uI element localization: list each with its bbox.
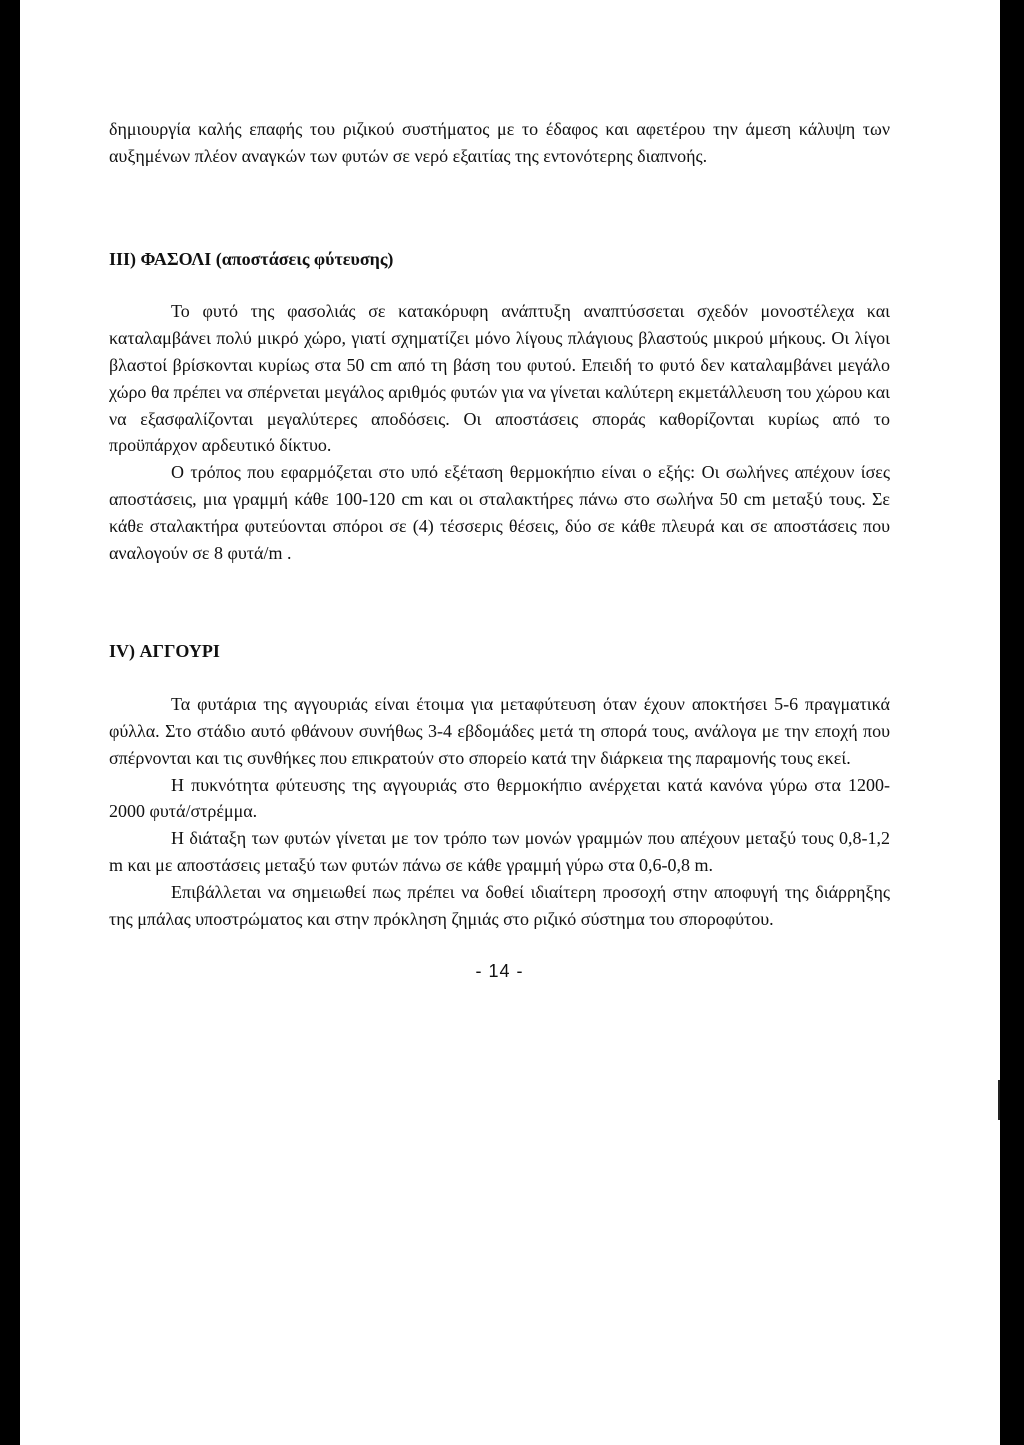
paragraph-bean-method: Ο τρόπος που εφαρμόζεται στο υπό εξέταση θερμοκήπιο είναι ο εξής: Οι σωλήνες απέχουν ίσες αποστάσεις, μια γραμμή κάθε 100-120 cm και οι σταλακτήρες πάνω στο σωλήνα 50 cm μεταξύ τους. Σε κάθε σταλακτήρα φυτεύονται σπόροι σε (4) τέσσερις θέσεις, δύο σε κάθε πλευρά και σε αποστάσεις που αναλογούν σε 8 φυτά/m . xyxy=(109,462,890,563)
section-heading-bean: III) ΦΑΣΟΛΙ (αποστάσεις φύτευσης) xyxy=(109,248,394,269)
paragraph-cucumber-layout: Η διάταξη των φυτών γίνεται με τον τρόπο των μονών γραμμών που απέχουν μεταξύ τους 0,8-1,2 m και με αποστάσεις μεταξύ των φυτών πάνω σε κάθε γραμμή γύρω στα 0,6-0,8 m. xyxy=(109,828,890,875)
paragraph-bean-growth: Το φυτό της φασολιάς σε κατακόρυφη ανάπτυξη αναπτύσσεται σχεδόν μονοστέλεχα και καταλαμβάνει πολύ μικρό χώρο, γιατί σχηματίζει μόνο λίγους πλάγιους βλαστούς μικρού μήκους. Οι λίγοι βλαστοί βρίσκονται κυρίως στα 50 cm από τη βάση του φυτού. Επειδή το φυτό δεν καταλαμβάνει μεγάλο χώρο θα πρέπει να σπέρνεται μεγάλος αριθμός φυτών για να γίνεται καλύτερη εκμετάλλευση του χώρου και να εξασφαλίζονται μεγαλύτερες αποδόσεις. Οι αποστάσεις σποράς καθορίζονται κυρίως από το προϋπάρχον αρδευτικό δίκτυο. xyxy=(109,301,890,456)
margin-rule xyxy=(998,1080,1000,1120)
paragraph-cucumber-caution: Επιβάλλεται να σημειωθεί πως πρέπει να δοθεί ιδιαίτερη προσοχή στην αποφυγή της διάρρηξης της μπάλας υποστρώματος και στην πρόκληση ζημιάς στο ριζικό σύστημα του σποροφύτου. xyxy=(109,881,890,929)
document-page xyxy=(20,0,1000,1445)
paragraph-cucumber-seedlings: Τα φυτάρια της αγγουριάς είναι έτοιμα για μεταφύτευση όταν έχουν αποκτήσει 5-6 πραγματικά φύλλα. Στο στάδιο αυτό φθάνουν συνήθως 3-4 εβδομάδες μετά τη σπορά τους, ανάλογα με την εποχή που σπέρνονται και τις συνθήκες που επικρατούν στο σπορείο κατά την διάρκεια της παραμονής τους εκεί. xyxy=(109,694,890,768)
section-heading-cucumber: IV) ΑΓΓΟΥΡΙ xyxy=(109,641,220,662)
paragraph-intro: δημιουργία καλής επαφής του ριζικού συστήματος με το έδαφος και αφετέρου την άμεση κάλυψη των αυξημένων πλέον αναγκών των φυτών σε νερό εξαιτίας της εντονότερης διαπνοής. xyxy=(109,119,890,166)
paragraph-cucumber-density: Η πυκνότητα φύτευσης της αγγουριάς στο θερμοκήπιο ανέρχεται κατά κανόνα γύρω στα 1200-2000 φυτά/στρέμμα. xyxy=(109,774,890,822)
document-body xyxy=(109,116,890,985)
page-number: - 14 - xyxy=(475,961,524,982)
